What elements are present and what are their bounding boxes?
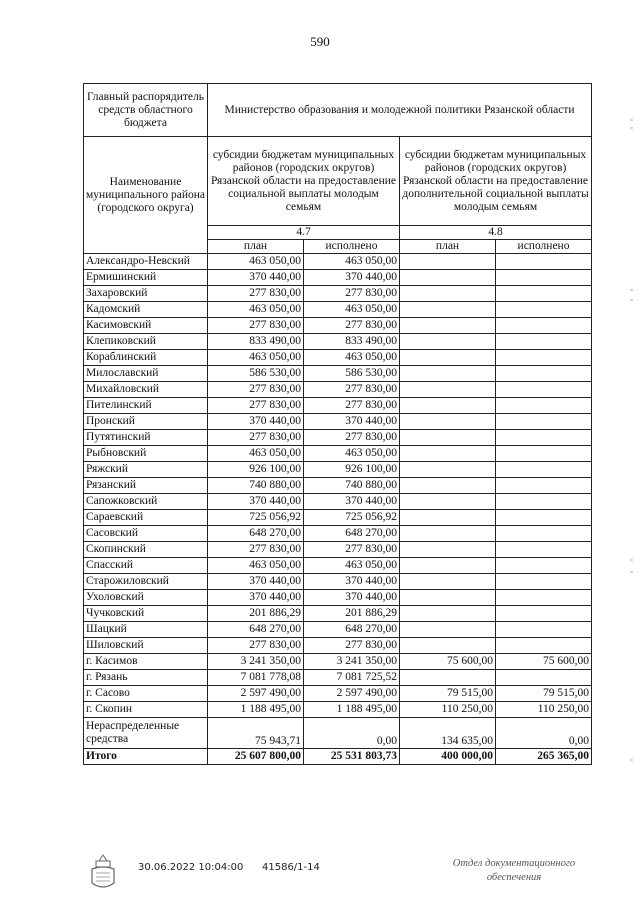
done-47-cell: 7 081 725,52 — [304, 670, 400, 686]
done-47-cell: 370 440,00 — [304, 414, 400, 430]
table-row — [84, 558, 592, 574]
municipality-name: Путятинский — [84, 430, 208, 446]
plan-48-cell: 110 250,00 — [400, 702, 496, 718]
done-48-cell — [496, 462, 592, 478]
plan-48-cell — [400, 318, 496, 334]
plan-47-cell: 740 880,00 — [208, 478, 304, 494]
table-row — [84, 494, 592, 510]
done-47-cell: 277 830,00 — [304, 382, 400, 398]
done-48-cell — [496, 510, 592, 526]
coat-of-arms-logo — [86, 853, 120, 893]
stamp-line-2: обеспечения — [486, 872, 542, 883]
municipality-name: Шацкий — [84, 622, 208, 638]
municipality-name: Захаровский — [84, 286, 208, 302]
done-48-cell — [496, 670, 592, 686]
table-row — [84, 270, 592, 286]
table-row — [84, 286, 592, 302]
done-48-cell — [496, 574, 592, 590]
plan-48-cell — [400, 398, 496, 414]
plan-47-cell: 463 050,00 — [208, 558, 304, 574]
plan-48-cell — [400, 510, 496, 526]
distributor-label: Главный распорядитель средств областного бюджета — [84, 84, 208, 137]
plan-47-cell: 277 830,00 — [208, 286, 304, 302]
plan-47-cell: 463 050,00 — [208, 446, 304, 462]
department-stamp — [434, 857, 594, 885]
municipality-name: Сапожковский — [84, 494, 208, 510]
municipality-name: Чучковский — [84, 606, 208, 622]
municipality-name: г. Касимов — [84, 654, 208, 670]
table-row — [84, 382, 592, 398]
footer-datetime: 30.06.2022 10:04:00 — [138, 862, 244, 873]
page-number: 590 — [310, 34, 330, 49]
municipality-name: Спасский — [84, 558, 208, 574]
done-47-cell: 277 830,00 — [304, 542, 400, 558]
done-48-header: исполнено — [496, 240, 592, 254]
done-48-cell — [496, 542, 592, 558]
footer-doc-number: 41586/1-14 — [262, 862, 320, 873]
done-47-header: исполнено — [304, 240, 400, 254]
table-row — [84, 366, 592, 382]
done-48-cell — [496, 318, 592, 334]
table-row — [84, 590, 592, 606]
done-47-cell: 648 270,00 — [304, 622, 400, 638]
table-row — [84, 478, 592, 494]
scan-margin-marks — [628, 0, 634, 905]
plan-48-cell — [400, 638, 496, 654]
done-47-cell: 370 440,00 — [304, 590, 400, 606]
table-row — [84, 670, 592, 686]
done-48-cell: 0,00 — [496, 718, 592, 749]
plan-47-cell: 463 050,00 — [208, 350, 304, 366]
table-row — [84, 334, 592, 350]
plan-48-cell — [400, 430, 496, 446]
table-row — [84, 702, 592, 718]
done-47-cell: 725 056,92 — [304, 510, 400, 526]
unallocated-row — [84, 718, 592, 749]
plan-48-cell — [400, 414, 496, 430]
done-47-cell: 648 270,00 — [304, 526, 400, 542]
done-48-cell: 110 250,00 — [496, 702, 592, 718]
table-row — [84, 430, 592, 446]
done-47-cell: 1 188 495,00 — [304, 702, 400, 718]
done-47-cell: 370 440,00 — [304, 574, 400, 590]
plan-47-cell: 1 188 495,00 — [208, 702, 304, 718]
done-48-cell — [496, 286, 592, 302]
done-47-cell: 740 880,00 — [304, 478, 400, 494]
plan-47-cell: 648 270,00 — [208, 622, 304, 638]
municipality-name: Итого — [84, 749, 208, 765]
table-row — [84, 510, 592, 526]
municipality-name: г. Сасово — [84, 686, 208, 702]
plan-48-cell — [400, 494, 496, 510]
municipality-name: Александро-Невский — [84, 254, 208, 270]
table-row — [84, 462, 592, 478]
plan-47-cell: 586 530,00 — [208, 366, 304, 382]
done-48-cell — [496, 414, 592, 430]
plan-47-cell: 75 943,71 — [208, 718, 304, 749]
municipality-name: Михайловский — [84, 382, 208, 398]
ministry-name: Министерство образования и молодежной политики Рязанской области — [208, 84, 592, 137]
code-48: 4.8 — [400, 226, 592, 240]
done-48-cell — [496, 478, 592, 494]
done-48-cell — [496, 350, 592, 366]
municipality-name: Сараевский — [84, 510, 208, 526]
done-48-cell — [496, 446, 592, 462]
plan-48-cell — [400, 558, 496, 574]
done-48-cell — [496, 494, 592, 510]
done-47-cell: 3 241 350,00 — [304, 654, 400, 670]
municipality-name: Старожиловский — [84, 574, 208, 590]
table-row — [84, 574, 592, 590]
subsidy-48-title: субсидии бюджетам муниципальных районов (городских округов) Рязанской области на предоставление дополнительной социальной выплаты молодым семьям — [400, 137, 592, 226]
plan-47-cell: 277 830,00 — [208, 638, 304, 654]
done-48-cell — [496, 430, 592, 446]
municipality-name: Касимовский — [84, 318, 208, 334]
plan-48-cell — [400, 254, 496, 270]
plan-48-cell — [400, 574, 496, 590]
plan-47-cell: 201 886,29 — [208, 606, 304, 622]
header-row-subsidies — [84, 137, 592, 226]
table-row — [84, 414, 592, 430]
table-row — [84, 686, 592, 702]
municipality-name: Ермишинский — [84, 270, 208, 286]
done-48-cell — [496, 622, 592, 638]
municipality-name: Скопинский — [84, 542, 208, 558]
plan-47-cell: 277 830,00 — [208, 542, 304, 558]
table-row — [84, 606, 592, 622]
budget-table — [83, 83, 592, 765]
done-47-cell: 833 490,00 — [304, 334, 400, 350]
plan-47-cell: 463 050,00 — [208, 254, 304, 270]
municipality-name: Клепиковский — [84, 334, 208, 350]
plan-48-cell — [400, 366, 496, 382]
plan-47-cell: 370 440,00 — [208, 574, 304, 590]
done-47-cell: 463 050,00 — [304, 446, 400, 462]
table-row — [84, 254, 592, 270]
done-47-cell: 463 050,00 — [304, 254, 400, 270]
plan-48-cell: 134 635,00 — [400, 718, 496, 749]
plan-48-cell — [400, 590, 496, 606]
plan-47-cell: 370 440,00 — [208, 414, 304, 430]
plan-48-cell — [400, 270, 496, 286]
done-48-cell — [496, 398, 592, 414]
plan-47-cell: 25 607 800,00 — [208, 749, 304, 765]
done-47-cell: 463 050,00 — [304, 350, 400, 366]
done-47-cell: 277 830,00 — [304, 286, 400, 302]
municipality-name: Рязанский — [84, 478, 208, 494]
municipality-name: Пронский — [84, 414, 208, 430]
done-47-cell: 25 531 803,73 — [304, 749, 400, 765]
municipality-name: Пителинский — [84, 398, 208, 414]
done-48-cell: 75 600,00 — [496, 654, 592, 670]
municipality-name: Милославский — [84, 366, 208, 382]
done-48-cell — [496, 366, 592, 382]
done-47-cell: 277 830,00 — [304, 318, 400, 334]
plan-47-cell: 370 440,00 — [208, 494, 304, 510]
code-47: 4.7 — [208, 226, 400, 240]
plan-48-cell — [400, 606, 496, 622]
plan-48-cell — [400, 542, 496, 558]
plan-47-cell: 277 830,00 — [208, 382, 304, 398]
plan-48-cell — [400, 670, 496, 686]
table-row — [84, 526, 592, 542]
done-48-cell — [496, 606, 592, 622]
plan-48-cell — [400, 462, 496, 478]
plan-48-cell — [400, 350, 496, 366]
done-47-cell: 2 597 490,00 — [304, 686, 400, 702]
plan-47-cell: 277 830,00 — [208, 398, 304, 414]
plan-47-cell: 926 100,00 — [208, 462, 304, 478]
done-47-cell: 277 830,00 — [304, 638, 400, 654]
table-row — [84, 398, 592, 414]
done-48-cell — [496, 558, 592, 574]
municipality-name: Рыбновский — [84, 446, 208, 462]
done-48-cell — [496, 590, 592, 606]
done-48-cell: 265 365,00 — [496, 749, 592, 765]
plan-47-cell: 463 050,00 — [208, 302, 304, 318]
plan-47-header: план — [208, 240, 304, 254]
plan-48-cell — [400, 446, 496, 462]
done-48-cell: 79 515,00 — [496, 686, 592, 702]
municipality-name: г. Скопин — [84, 702, 208, 718]
municipality-name: Сасовский — [84, 526, 208, 542]
done-47-cell: 277 830,00 — [304, 398, 400, 414]
table-row — [84, 654, 592, 670]
done-47-cell: 463 050,00 — [304, 302, 400, 318]
done-47-cell: 201 886,29 — [304, 606, 400, 622]
plan-48-cell — [400, 382, 496, 398]
table-row — [84, 302, 592, 318]
municipality-name: г. Рязань — [84, 670, 208, 686]
total-row — [84, 749, 592, 765]
plan-48-cell — [400, 286, 496, 302]
plan-47-cell: 3 241 350,00 — [208, 654, 304, 670]
plan-47-cell: 725 056,92 — [208, 510, 304, 526]
plan-48-cell: 400 000,00 — [400, 749, 496, 765]
subsidy-47-title: субсидии бюджетам муниципальных районов (городских округов) Рязанской области на предоставление социальной выплаты молодым семьям — [208, 137, 400, 226]
stamp-line-1: Отдел документационного — [452, 858, 576, 869]
done-47-cell: 586 530,00 — [304, 366, 400, 382]
plan-47-cell: 370 440,00 — [208, 270, 304, 286]
done-48-cell — [496, 638, 592, 654]
municipality-name: Ухоловский — [84, 590, 208, 606]
plan-48-cell — [400, 526, 496, 542]
plan-47-cell: 833 490,00 — [208, 334, 304, 350]
done-48-cell — [496, 334, 592, 350]
municipality-label: Наименование муниципального района (городского округа) — [84, 137, 208, 254]
done-48-cell — [496, 302, 592, 318]
done-48-cell — [496, 382, 592, 398]
plan-48-cell: 75 600,00 — [400, 654, 496, 670]
done-47-cell: 277 830,00 — [304, 430, 400, 446]
table-row — [84, 622, 592, 638]
plan-48-cell: 79 515,00 — [400, 686, 496, 702]
done-47-cell: 0,00 — [304, 718, 400, 749]
table-row — [84, 446, 592, 462]
municipality-name: Ряжский — [84, 462, 208, 478]
plan-47-cell: 277 830,00 — [208, 430, 304, 446]
plan-48-cell — [400, 334, 496, 350]
header-row-distributor — [84, 84, 592, 137]
plan-47-cell: 2 597 490,00 — [208, 686, 304, 702]
table-row — [84, 542, 592, 558]
table-row — [84, 350, 592, 366]
done-47-cell: 926 100,00 — [304, 462, 400, 478]
done-47-cell: 463 050,00 — [304, 558, 400, 574]
done-48-cell — [496, 254, 592, 270]
municipality-name: Кадомский — [84, 302, 208, 318]
plan-47-cell: 277 830,00 — [208, 318, 304, 334]
plan-47-cell: 7 081 778,08 — [208, 670, 304, 686]
done-47-cell: 370 440,00 — [304, 494, 400, 510]
done-47-cell: 370 440,00 — [304, 270, 400, 286]
municipality-name: Кораблинский — [84, 350, 208, 366]
plan-47-cell: 648 270,00 — [208, 526, 304, 542]
plan-48-cell — [400, 622, 496, 638]
table-row — [84, 638, 592, 654]
municipality-name: Нераспределенные средства — [84, 718, 208, 749]
plan-48-cell — [400, 302, 496, 318]
table-row — [84, 318, 592, 334]
municipality-name: Шиловский — [84, 638, 208, 654]
plan-48-header: план — [400, 240, 496, 254]
plan-48-cell — [400, 478, 496, 494]
plan-47-cell: 370 440,00 — [208, 590, 304, 606]
done-48-cell — [496, 526, 592, 542]
done-48-cell — [496, 270, 592, 286]
